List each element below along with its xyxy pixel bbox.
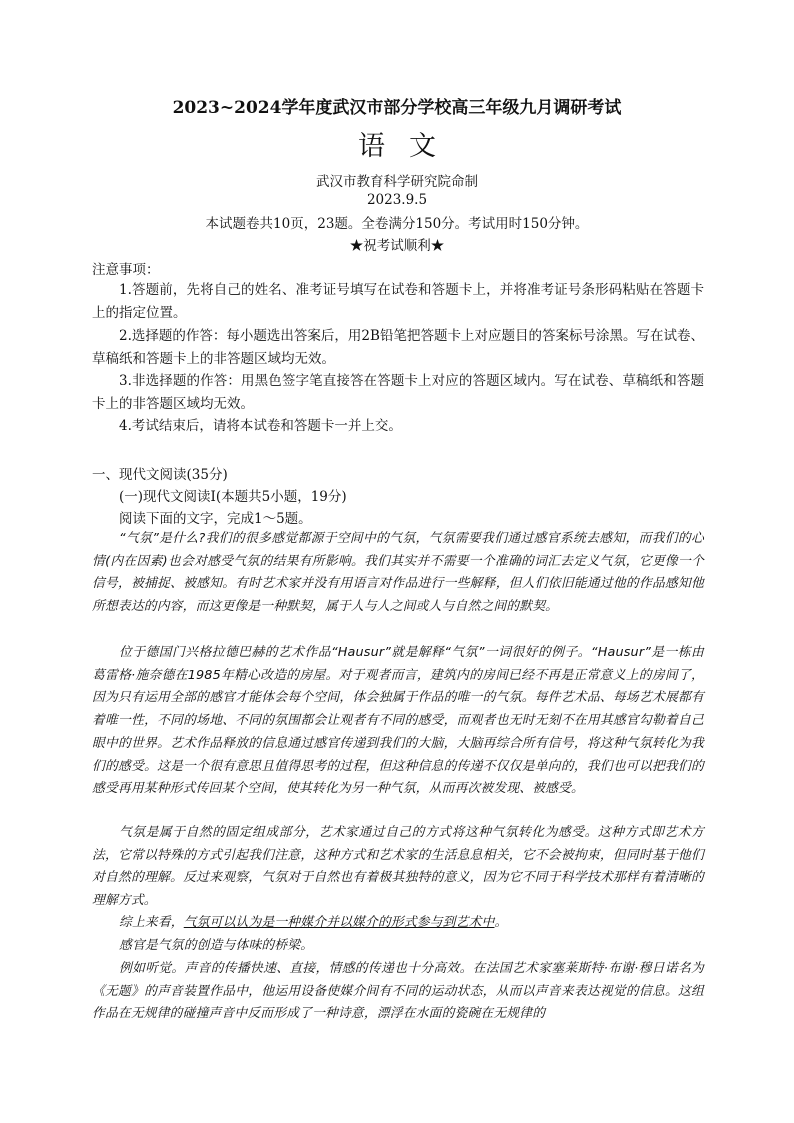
- exam-info: 本试题卷共10页，23题。全卷满分150分。考试用时150分钟。: [205, 216, 589, 232]
- subject-title: 语文: [358, 131, 460, 162]
- passage-paragraph-3: 气氛是属于自然的固定组成部分，艺术家通过自己的方式将这种气氛转化为感受。这种方式即艺术方法，它常以特殊的方式引起我们注意，这种方式和艺术家的生活息息相关，它不会被拘束，但同时基于他们对自然的理解。反过来观察，气氛对于自然也有着极其独特的意义，因为它不同于科学技术那样有着清晰的理解方式。: [92, 825, 704, 909]
- underlined-sentence: 气氛可以认为是一种媒介并以媒介的形式参与到艺术中: [183, 915, 495, 930]
- subsection-heading: (一)现代文阅读Ⅰ(本题共5小题，19分): [119, 489, 347, 505]
- passage-paragraph-5: 感官是气氛的创造与体味的桥梁。: [119, 938, 314, 953]
- note-item: 4.考试结束后，请将本试卷和答题卡一并上交。: [119, 418, 402, 434]
- exam-date: 2023.9.5: [366, 192, 428, 208]
- exam-title: 2023~2024学年度武汉市部分学校高三年级九月调研考试: [172, 98, 622, 118]
- conclusion-end: 。: [494, 915, 508, 930]
- passage-paragraph-4: [92, 912, 704, 935]
- note-item: 3.非选择题的作答：用黑色签字笔直接答在答题卡上对应的答题区域内。写在试卷、草稿纸和答题卡上的非答题区域均无效。: [92, 373, 704, 412]
- notes-heading: 注意事项：: [92, 262, 160, 278]
- reading-instruction: 阅读下面的文字，完成1～5题。: [119, 511, 312, 527]
- note-item: 1.答题前，先将自己的姓名、准考证号填写在试卷和答题卡上，并将准考证号条形码粘贴在答题卡上的指定位置。: [92, 282, 704, 321]
- note-item: 2.选择题的作答：每小题选出答案后，用2B铅笔把答题卡上对应题目的答案标号涂黑。写在试卷、草稿纸和答题卡上的非答题区域均无效。: [92, 328, 704, 367]
- issuer-line: 武汉市教育科学研究院命制: [316, 174, 478, 190]
- section-heading: 一、现代文阅读(35分): [92, 467, 228, 483]
- exam-wish: ★祝考试顺利★: [349, 238, 445, 254]
- passage-paragraph-1: “气氛”是什么?我们的很多感觉都源于空间中的气氛，气氛需要我们通过感官系统去感知，而我们的心情(内在因素)也会对感受气氛的结果有所影响。我们其实并不需要一个准确的词汇去定义气氛，它更像一个信号，被捕捉、被感知。有时艺术家并没有用语言对作品进行一些解释，但人们依旧能通过他的作品感知他所想表达的内容，而这更像是一种默契，属于人与人之间或人与自然之间的默契。: [92, 531, 704, 615]
- conclusion-lead: 综上来看，: [119, 915, 184, 930]
- passage-paragraph-6: 例如听觉。声音的传播快速、直接，情感的传递也十分高效。在法国艺术家塞莱斯特·布谢·穆日诺名为《无题》的声音装置作品中，他运用设备使媒介间有不同的运动状态，从而以声音来表达视觉的信息。这组作品在无规律的碰撞声音中反而形成了一种诗意，漂浮在水面的瓷碗在无规律的: [92, 961, 704, 1022]
- passage-paragraph-2: 位于德国门兴格拉德巴赫的艺术作品“Hausur”就是解释“气氛”一词很好的例子。“Hausur”是一栋由葛雷格·施奈德在1985年精心改造的房屋。对于观者而言，建筑内的房间已经不再是正常意义上的房间了，因为只有运用全部的感官才能体会每个空间，体会独属于作品的唯一的气氛。每件艺术品、每场艺术展都有着唯一性，不同的场地、不同的氛围都会让观者有不同的感受，而观者也无时无刻不在用其感官勾勒着自己眼中的世界。艺术作品释放的信息通过感官传递到我们的大脑，大脑再综合所有信号，将这种气氛转化为我们的感受。这是一个很有意思且值得思考的过程，但这种信息的传递不仅仅是单向的，我们也可以把我们的感受再用某种形式传回某个空间，使其转化为另一种气氛，从而再次被发现、被感受。: [92, 645, 704, 797]
